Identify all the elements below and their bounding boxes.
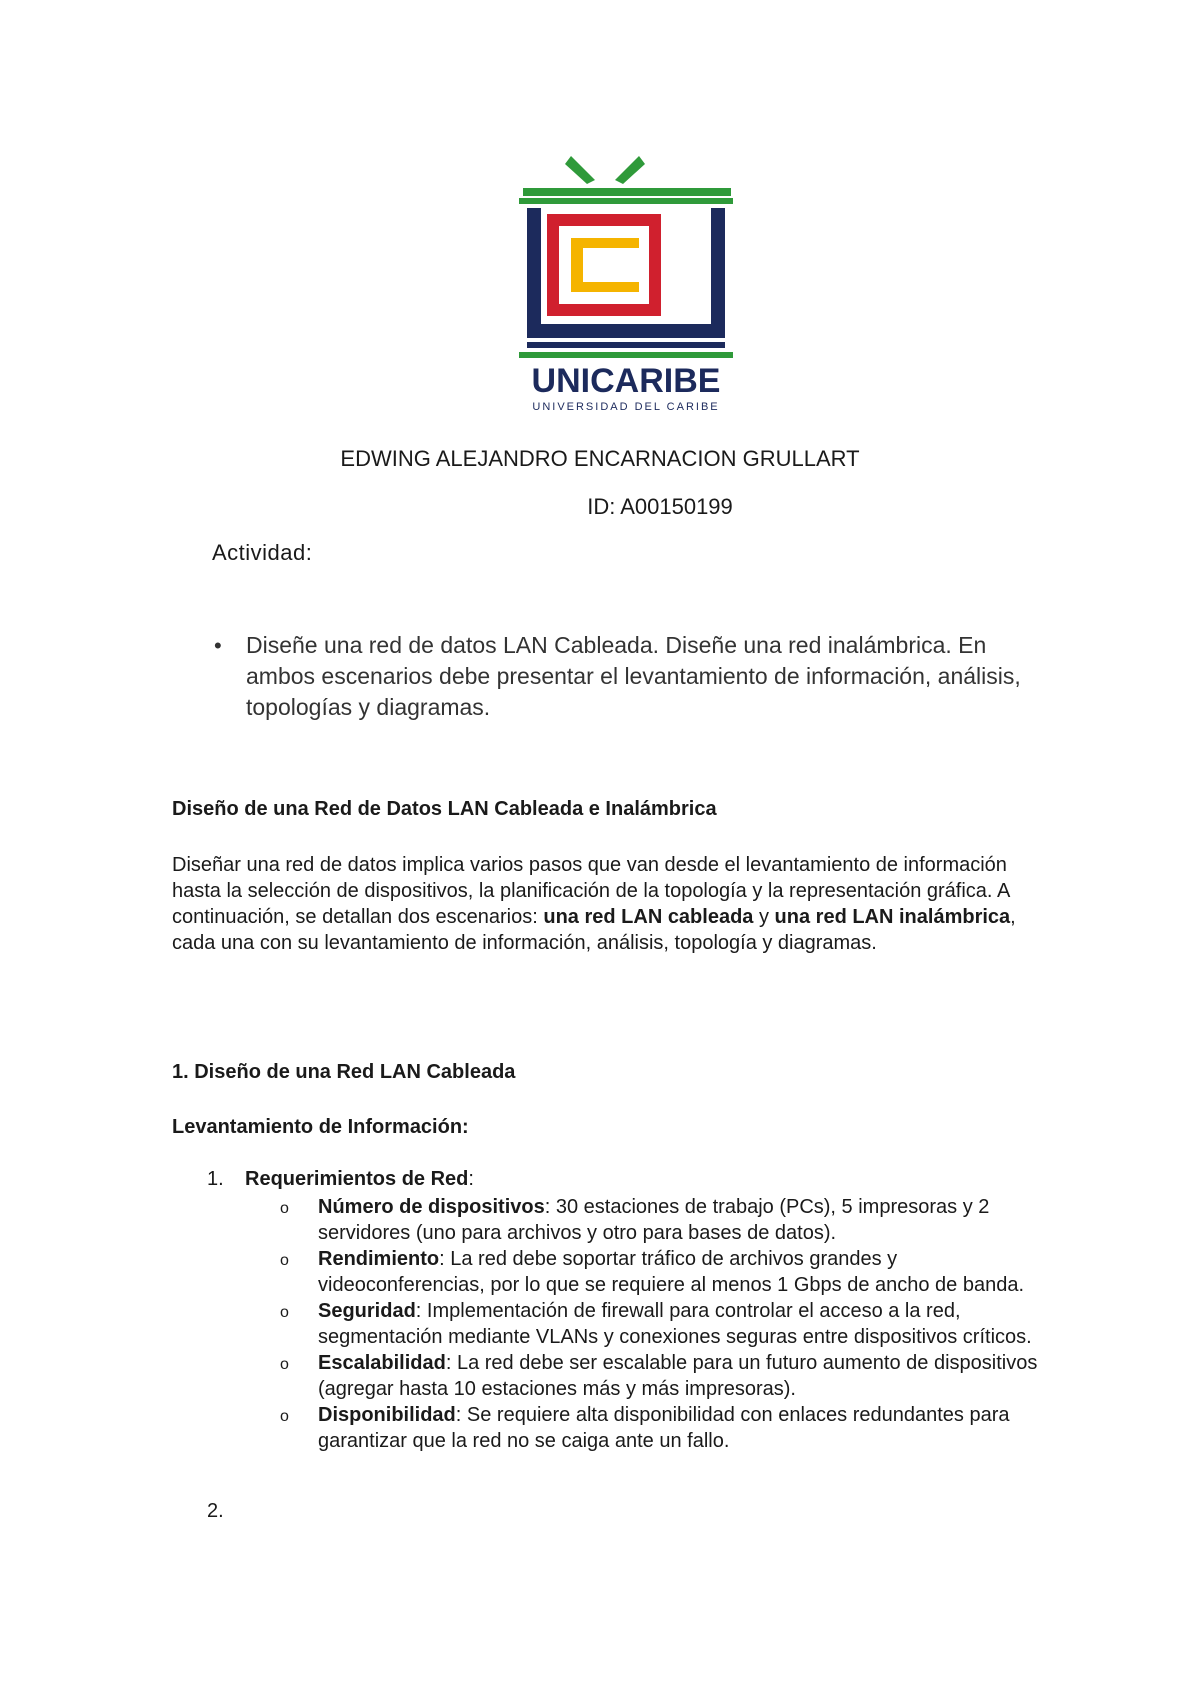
requirements-sublist	[278, 1194, 1058, 1454]
sub-item-label: Rendimiento	[318, 1248, 440, 1270]
sub-item-label: Número de dispositivos	[318, 1196, 545, 1218]
list-number-1: 1.	[207, 1168, 224, 1190]
main-heading: Diseño de una Red de Datos LAN Cableada e Inalámbrica	[172, 798, 717, 820]
sub-item-label: Escalabilidad	[318, 1352, 446, 1374]
sub-bullet-icon: o	[280, 1200, 289, 1217]
list-item	[278, 1350, 1058, 1402]
list-number-2: 2.	[207, 1500, 224, 1522]
sub-bullet-icon: o	[280, 1304, 289, 1321]
list-item	[278, 1194, 1058, 1246]
logo-wordmark: UNICARIBE	[531, 362, 721, 400]
student-id: ID: A00150199	[587, 494, 733, 519]
sub-item-text: : Implementación de firewall para controlar el acceso a la red, segmentación mediante VLANs y conexiones seguras entre dispositivos críticos.	[318, 1300, 1032, 1348]
intro-text-a: Diseñar una red de datos implica varios pasos que van desde el levantamiento de información hasta la selección de dispositivos, la planificación de la topología y la representación gráfica. A continuación, se detallan dos escenarios:	[172, 854, 1010, 928]
logo-tagline: UNIVERSIDAD DEL CARIBE	[532, 401, 720, 412]
section1-heading: 1. Diseño de una Red LAN Cableada	[172, 1061, 516, 1083]
intro-text-d: una red LAN inalámbrica	[774, 906, 1011, 928]
sub-bullet-icon: o	[280, 1356, 289, 1373]
intro-text-b: una red LAN cableada	[543, 906, 754, 928]
intro-paragraph	[172, 852, 1052, 956]
list-item-1-label	[245, 1168, 474, 1191]
bullet-icon: •	[214, 633, 222, 658]
section1-subheading: Levantamiento de Información:	[172, 1116, 469, 1138]
list-item-1-title: Requerimientos de Red	[245, 1168, 469, 1190]
list-item	[278, 1402, 1058, 1454]
sub-item-text: : La red debe ser escalable para un futuro aumento de dispositivos (agregar hasta 10 estaciones más y más impresoras).	[318, 1352, 1038, 1400]
sub-item-text: : 30 estaciones de trabajo (PCs), 5 impresoras y 2 servidores (uno para archivos y otro para bases de datos).	[318, 1196, 990, 1244]
leaf-left-icon	[565, 156, 595, 184]
unicaribe-logo	[515, 156, 737, 412]
sub-bullet-icon: o	[280, 1252, 289, 1269]
intro-text-e: , cada una con su levantamiento de información, análisis, topología y diagramas.	[172, 906, 1016, 954]
sub-item-text: : Se requiere alta disponibilidad con enlaces redundantes para garantizar que la red no se caiga ante un fallo.	[318, 1404, 1010, 1452]
sub-item-label: Seguridad	[318, 1300, 416, 1322]
sub-item-label: Disponibilidad	[318, 1404, 456, 1426]
list-item-1-colon: :	[468, 1168, 474, 1190]
list-item	[278, 1298, 1058, 1350]
sub-item-text: : La red debe soportar tráfico de archivos grandes y videoconferencias, por lo que se requiere al menos 1 Gbps de ancho de banda.	[318, 1248, 1025, 1296]
activity-label: Actividad:	[212, 540, 313, 565]
list-item	[278, 1246, 1058, 1298]
student-name: EDWING ALEJANDRO ENCARNACION GRULLART	[340, 446, 860, 471]
leaf-right-icon	[615, 156, 645, 184]
intro-text-c: y	[753, 906, 775, 928]
activity-bullet-text: Diseñe una red de datos LAN Cableada. Diseñe una red inalámbrica. En ambos escenarios debe presentar el levantamiento de información, análisis, topologías y diagramas.	[246, 632, 1021, 720]
sub-bullet-icon: o	[280, 1408, 289, 1425]
